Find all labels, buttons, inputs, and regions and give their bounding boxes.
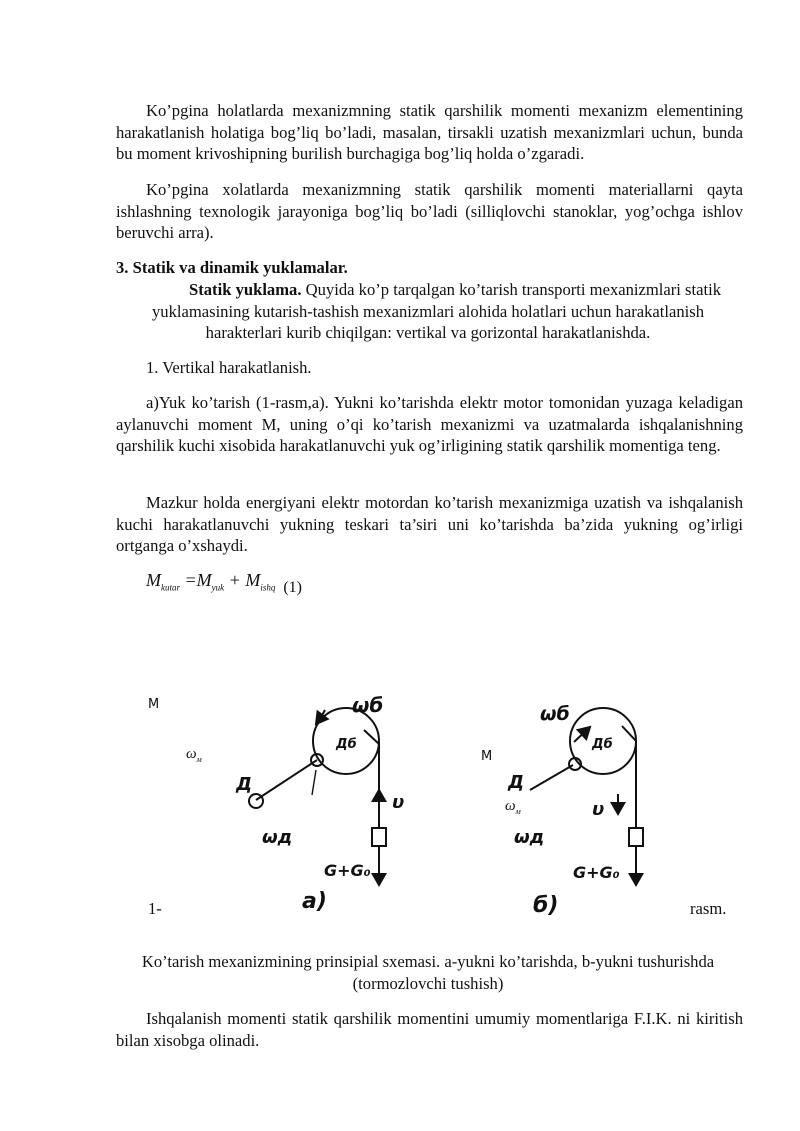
formula-symbol: M <box>146 570 161 590</box>
label-motor-a: Д <box>236 774 253 795</box>
paragraph-4: Mazkur holda energiyani elektr motordan ko’tarish mexanizmiga uzatish va ishqalanish kuchi harakatlanuvchi yukning teskari ta’siri uni ko’tarishda ba’zida yukning og’irligi ortganga o’xshaydi. <box>116 493 743 555</box>
omega-symbol: ω <box>186 746 197 762</box>
shaft-b <box>530 765 573 790</box>
formula-subscript: kutar <box>161 582 180 593</box>
formula-symbol: M <box>245 570 261 590</box>
label-omega-d-b: ωд <box>514 827 545 848</box>
load-a <box>372 828 386 846</box>
label-motor-b: Д <box>508 772 525 793</box>
static-load-term: Statik yuklama. <box>189 280 302 299</box>
motor-a <box>249 794 263 808</box>
label-weight-b: G+G₀ <box>573 863 620 882</box>
label-drum-a: Дб <box>336 737 357 752</box>
label-moment-right: M <box>481 749 493 764</box>
section-heading: 3. Statik va dinamik yuklamalar. <box>116 258 348 277</box>
omega-subscript: м <box>196 755 202 764</box>
shaft-a <box>256 760 317 800</box>
list-item-vertical: 1. Vertikal harakatlanish. <box>146 358 312 377</box>
formula-equals: = <box>180 570 197 590</box>
paragraph-last: Ishqalanish momenti statik qarshilik momentini umumiy momentlariga F.I.K. ni kiritish bilan xisobga olinadi. <box>116 1009 743 1050</box>
figure-word: rasm. <box>690 899 727 918</box>
paragraph-1: Ko’pgina holatlarda mexanizmning statik qarshilik momenti mexanizm elementining harakatlanish holatiga bog’liq bo’ladi, masalan, tirsakli uzatish mexanizmlari uchun, bunda bu moment krivoshipning burilish burchagiga bog’liq holda o’zgaradi. <box>116 101 743 163</box>
label-moment-left: M <box>148 697 160 712</box>
label-omega-b-b: ωб <box>540 703 570 725</box>
label-omega-d-a: ωд <box>262 827 293 848</box>
label-weight-a: G+G₀ <box>324 861 371 880</box>
omega-symbol: ω <box>505 798 516 814</box>
label-drum-b: Дб <box>592 737 613 752</box>
paragraph-3: a)Yuk ko’tarish (1-rasm,a). Yukni ko’tarishda elektr motor tomonidan yuzaga keladigan aylanuvchi moment M, uning o’qi ko’tarish mexanizmi va uzatmalarda ishqalanishning qarshilik kuchi xisobida harakatlanuvchi yuk og’irligining statik qarshilik momentiga teng. <box>116 393 743 455</box>
label-velocity-a: υ <box>392 792 405 813</box>
formula-subscript: ishq <box>260 582 276 593</box>
load-b <box>629 828 643 846</box>
label-diagram-b: б) <box>533 893 559 918</box>
label-velocity-b: υ <box>592 799 605 820</box>
omega-arrow-b <box>574 727 590 742</box>
diagram-a <box>249 708 386 885</box>
static-load-text: Quyida ko’p tarqalgan ko’tarish transporti mexanizmlari statik yuklamasining kutarish-tashish mexanizmlari alohida holatlari uchun harakatlanish harakterlari kurib chiqilgan: vertikal va gorizontal harakatlanishda. <box>151 280 721 342</box>
paragraph-2: Ko’pgina xolatlarda mexanizmning statik qarshilik momenti materiallarni qayta ishlashning texnologik jarayoniga bog’liq bo’ladi (silliqlovchi stanoklar, yog’ochga ishlov beruvchi arra). <box>116 180 743 242</box>
figure-caption: Ko’tarish mexanizmining prinsipial sxemasi. a-yukni ko’tarishda, b-yukni tushurishda (tormozlovchi tushish) <box>141 952 715 993</box>
label-diagram-a: а) <box>302 889 327 914</box>
figure-number: 1- <box>148 899 162 918</box>
tick-a <box>312 770 316 795</box>
formula-number: (1) <box>283 579 302 596</box>
label-omega-b-a: ωб <box>352 693 384 717</box>
formula-subscript: yuk <box>211 582 225 593</box>
formula-symbol: M <box>196 570 212 590</box>
omega-subscript: м <box>515 807 521 816</box>
formula-plus: + <box>224 570 246 590</box>
diagram-b <box>530 708 643 885</box>
